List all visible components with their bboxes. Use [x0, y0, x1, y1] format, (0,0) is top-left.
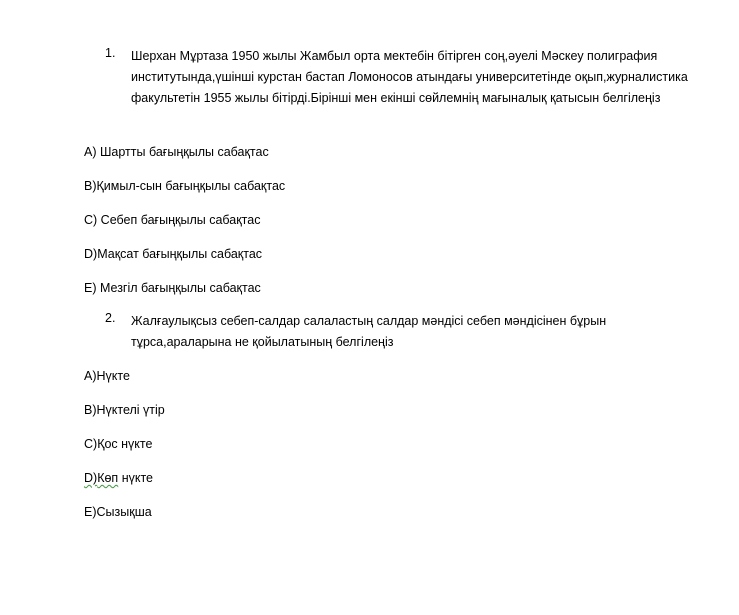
question-2-option-d-prefix: D)	[84, 471, 98, 485]
question-1-number: 1.	[105, 46, 116, 60]
question-2-option-a: А)Нүкте	[84, 369, 130, 383]
question-1-option-b: В)Қимыл-сын бағыңқылы сабақтас	[84, 179, 286, 193]
question-2-option-d-word: Көп	[97, 471, 119, 485]
question-1-option-d: D)Мақсат бағыңқылы сабақтас	[84, 247, 263, 261]
question-1	[105, 46, 705, 109]
question-2	[105, 311, 705, 353]
question-2-text: Жалғаулықсыз себеп-салдар салаластың салдар мәндісі себеп мәндісінен бұрын тұрса,араларына не қойылатының белгілеңіз	[131, 314, 607, 349]
question-1-option-e: Е) Мезгіл бағыңқылы сабақтас	[84, 281, 261, 295]
question-2-option-e: Е)Сызықша	[84, 505, 152, 519]
question-2-option-d	[84, 470, 153, 486]
question-2-option-d-rest: нүкте	[118, 471, 153, 485]
question-1-text: Шерхан Мұртаза 1950 жылы Жамбыл орта мектебін бітірген соң,әуелі Мәскеу полиграфия институтында,үшінші курстан бастап Ломоносов атындағы университетінде оқып,журналистика факультетін 1955 жылы бітірді.Бірінші мен екінші сөйлемнің мағыналық қатысын белгілеңіз	[131, 49, 688, 105]
question-1-option-a: А) Шартты бағыңқылы сабақтас	[84, 145, 269, 159]
question-2-option-b: В)Нүктелі үтір	[84, 403, 165, 417]
question-2-option-c: С)Қос нүкте	[84, 437, 153, 451]
question-2-number: 2.	[105, 311, 116, 325]
question-1-option-c: С) Себеп бағыңқылы сабақтас	[84, 213, 261, 227]
